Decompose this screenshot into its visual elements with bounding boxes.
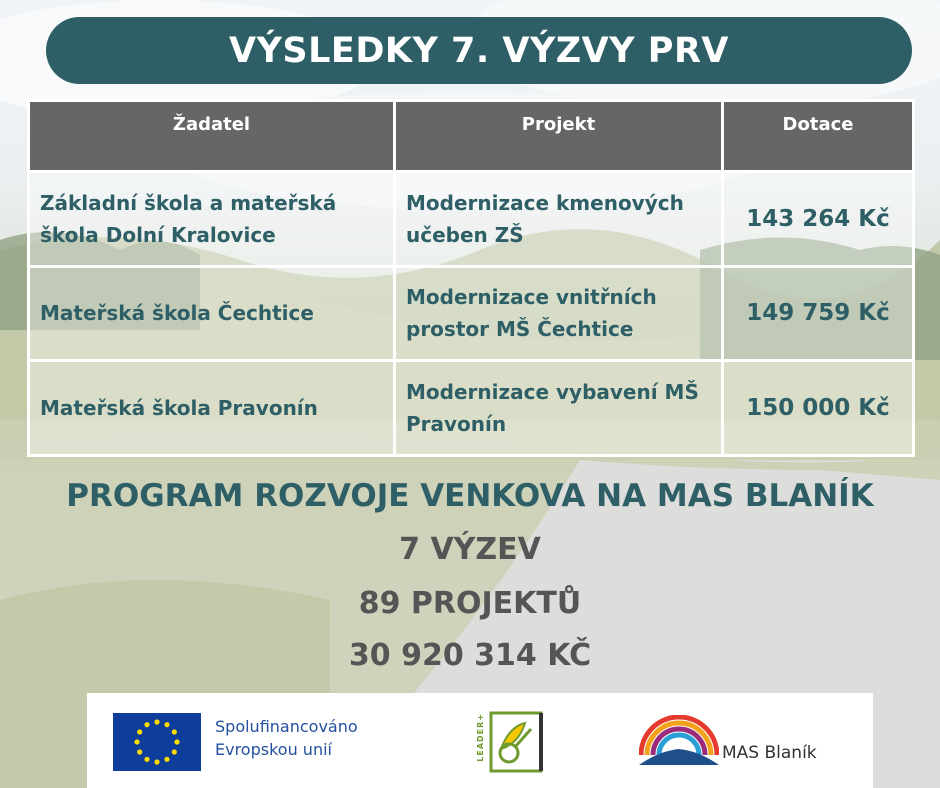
amount-cell: 143 264 Kč	[723, 172, 914, 267]
eu-star-icon	[172, 749, 177, 754]
amount-cell: 149 759 Kč	[723, 266, 914, 361]
applicant-cell: Mateřská škola Pravonín	[29, 361, 395, 456]
applicant-cell: Základní škola a mateřská škola Dolní Kralovice	[29, 172, 395, 267]
table-row	[29, 361, 914, 456]
eu-star-icon	[144, 722, 149, 727]
column-header-applicant: Žadatel	[29, 101, 395, 172]
leader-text: LEADER+	[476, 713, 485, 762]
summary-calls: 7 VÝZEV	[399, 532, 541, 567]
logo-bar	[87, 693, 873, 788]
eu-text-line2: Evropskou unií	[215, 740, 332, 759]
title-banner	[46, 17, 912, 84]
project-cell: Modernizace vybavení MŠ Pravonín	[395, 361, 723, 456]
project-cell: Modernizace kmenových učeben ZŠ	[395, 172, 723, 267]
table-header-row	[29, 101, 914, 172]
amount-cell: 150 000 Kč	[723, 361, 914, 456]
eu-star-icon	[154, 759, 159, 764]
table-row	[29, 266, 914, 361]
eu-star-icon	[137, 729, 142, 734]
eu-cofinanced-text	[215, 715, 358, 761]
summary-headline: PROGRAM ROZVOJE VENKOVA NA MAS BLANÍK	[66, 478, 874, 514]
summary-total: 30 920 314 KČ	[348, 638, 592, 673]
mas-blanik-text: MAS Blaník	[722, 743, 817, 763]
project-cell: Modernizace vnitřních prostor MŠ Čechtice	[395, 266, 723, 361]
column-header-amount: Dotace	[723, 101, 914, 172]
eu-star-icon	[134, 739, 139, 744]
eu-text-line1: Spolufinancováno	[215, 717, 358, 736]
summary-projects: 89 PROJEKTŮ	[358, 586, 582, 621]
eu-flag-icon	[113, 713, 201, 771]
eu-star-icon	[174, 739, 179, 744]
eu-star-icon	[164, 757, 169, 762]
eu-star-icon	[164, 722, 169, 727]
results-table	[27, 99, 915, 457]
applicant-cell: Mateřská škola Čechtice	[29, 266, 395, 361]
eu-star-icon	[144, 757, 149, 762]
leader-logo-icon	[479, 709, 549, 775]
column-header-project: Projekt	[395, 101, 723, 172]
eu-star-icon	[172, 729, 177, 734]
eu-star-icon	[137, 749, 142, 754]
table-row	[29, 172, 914, 267]
eu-star-icon	[154, 719, 159, 724]
mas-blanik-logo-icon	[639, 715, 719, 765]
page-title: VÝSLEDKY 7. VÝZVY PRV	[228, 30, 729, 71]
